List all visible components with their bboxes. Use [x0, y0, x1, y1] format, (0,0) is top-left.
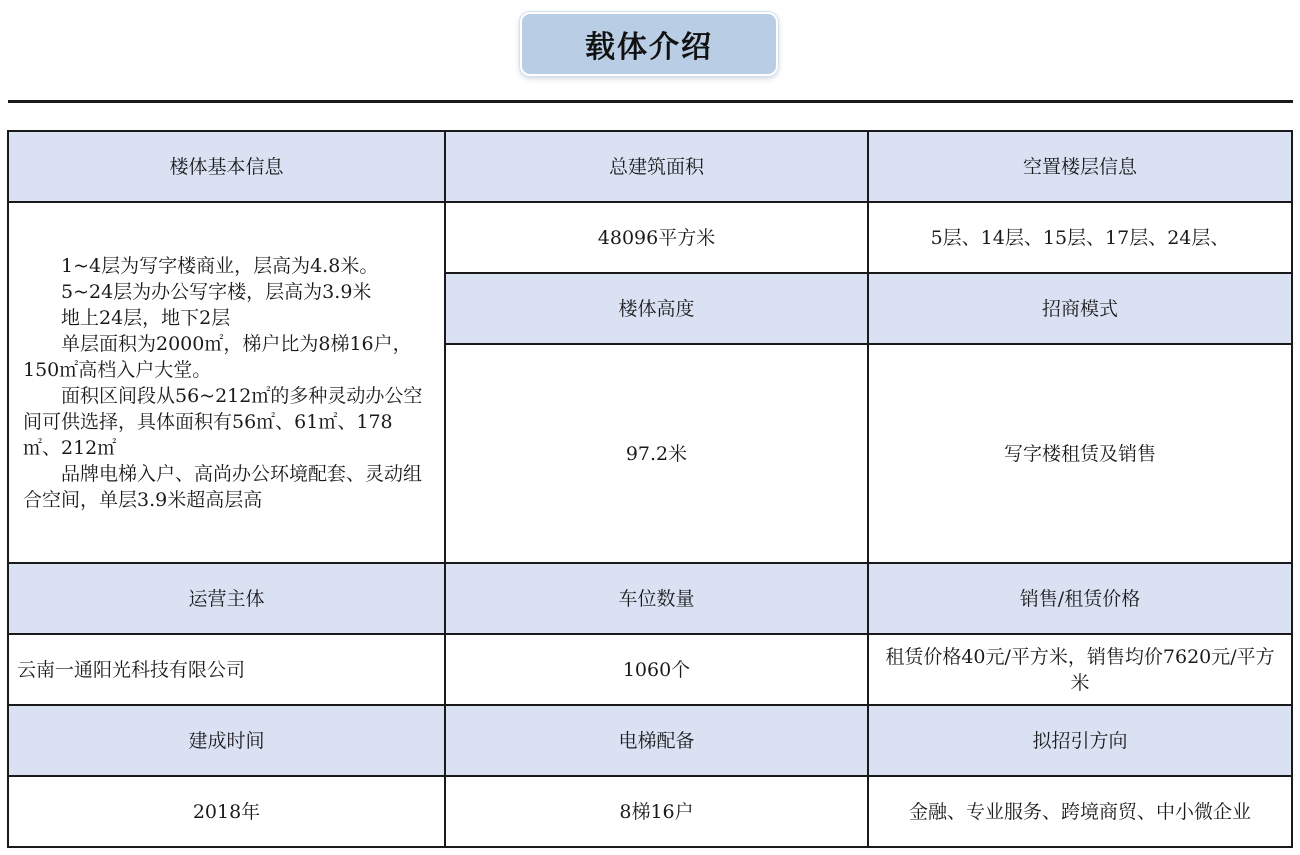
header-basic-info: 楼体基本信息 — [8, 131, 445, 202]
basic-info-line: 5~24层为办公写字楼，层高为3.9米 — [61, 280, 372, 303]
header-height: 楼体高度 — [445, 273, 868, 344]
header-parking: 车位数量 — [445, 563, 868, 634]
header-direction: 拟招引方向 — [868, 705, 1292, 776]
operator-value: 云南一通阳光科技有限公司 — [8, 634, 445, 705]
direction-value: 金融、专业服务、跨境商贸、中小微企业 — [868, 776, 1292, 847]
page-title: 载体介绍 — [585, 30, 713, 65]
basic-info-line: 单层面积为2000㎡，梯户比为8梯16户，150㎡高档入户大堂。 — [23, 332, 412, 381]
mode-value: 写字楼租赁及销售 — [868, 344, 1292, 563]
header-elevator: 电梯配备 — [445, 705, 868, 776]
parking-value: 1060个 — [445, 634, 868, 705]
built-value: 2018年 — [8, 776, 445, 847]
basic-info-line: 面积区间段从56~212㎡的多种灵动办公空间可供选择，具体面积有56㎡、61㎡、178㎡、212㎡ — [23, 384, 423, 459]
basic-info-cell — [8, 202, 445, 563]
basic-info-line: 地上24层，地下2层 — [61, 306, 231, 329]
header-operator: 运营主体 — [8, 563, 445, 634]
basic-info-line: 品牌电梯入户、高尚办公环境配套、灵动组合空间，单层3.9米超高层高 — [23, 462, 423, 511]
height-value: 97.2米 — [445, 344, 868, 563]
total-area-value: 48096平方米 — [445, 202, 868, 273]
header-built: 建成时间 — [8, 705, 445, 776]
header-total-area: 总建筑面积 — [445, 131, 868, 202]
title-divider — [8, 100, 1293, 103]
vacant-floors-value: 5层、14层、15层、17层、24层、 — [868, 202, 1292, 273]
page-title-box — [520, 12, 778, 76]
header-mode: 招商模式 — [868, 273, 1292, 344]
elevator-value: 8梯16户 — [445, 776, 868, 847]
price-value: 租赁价格40元/平方米，销售均价7620元/平方米 — [868, 634, 1292, 705]
header-price: 销售/租赁价格 — [868, 563, 1292, 634]
basic-info-line: 1~4层为写字楼商业，层高为4.8米。 — [61, 254, 379, 277]
building-info-table — [7, 130, 1293, 848]
header-vacant-floors: 空置楼层信息 — [868, 131, 1292, 202]
